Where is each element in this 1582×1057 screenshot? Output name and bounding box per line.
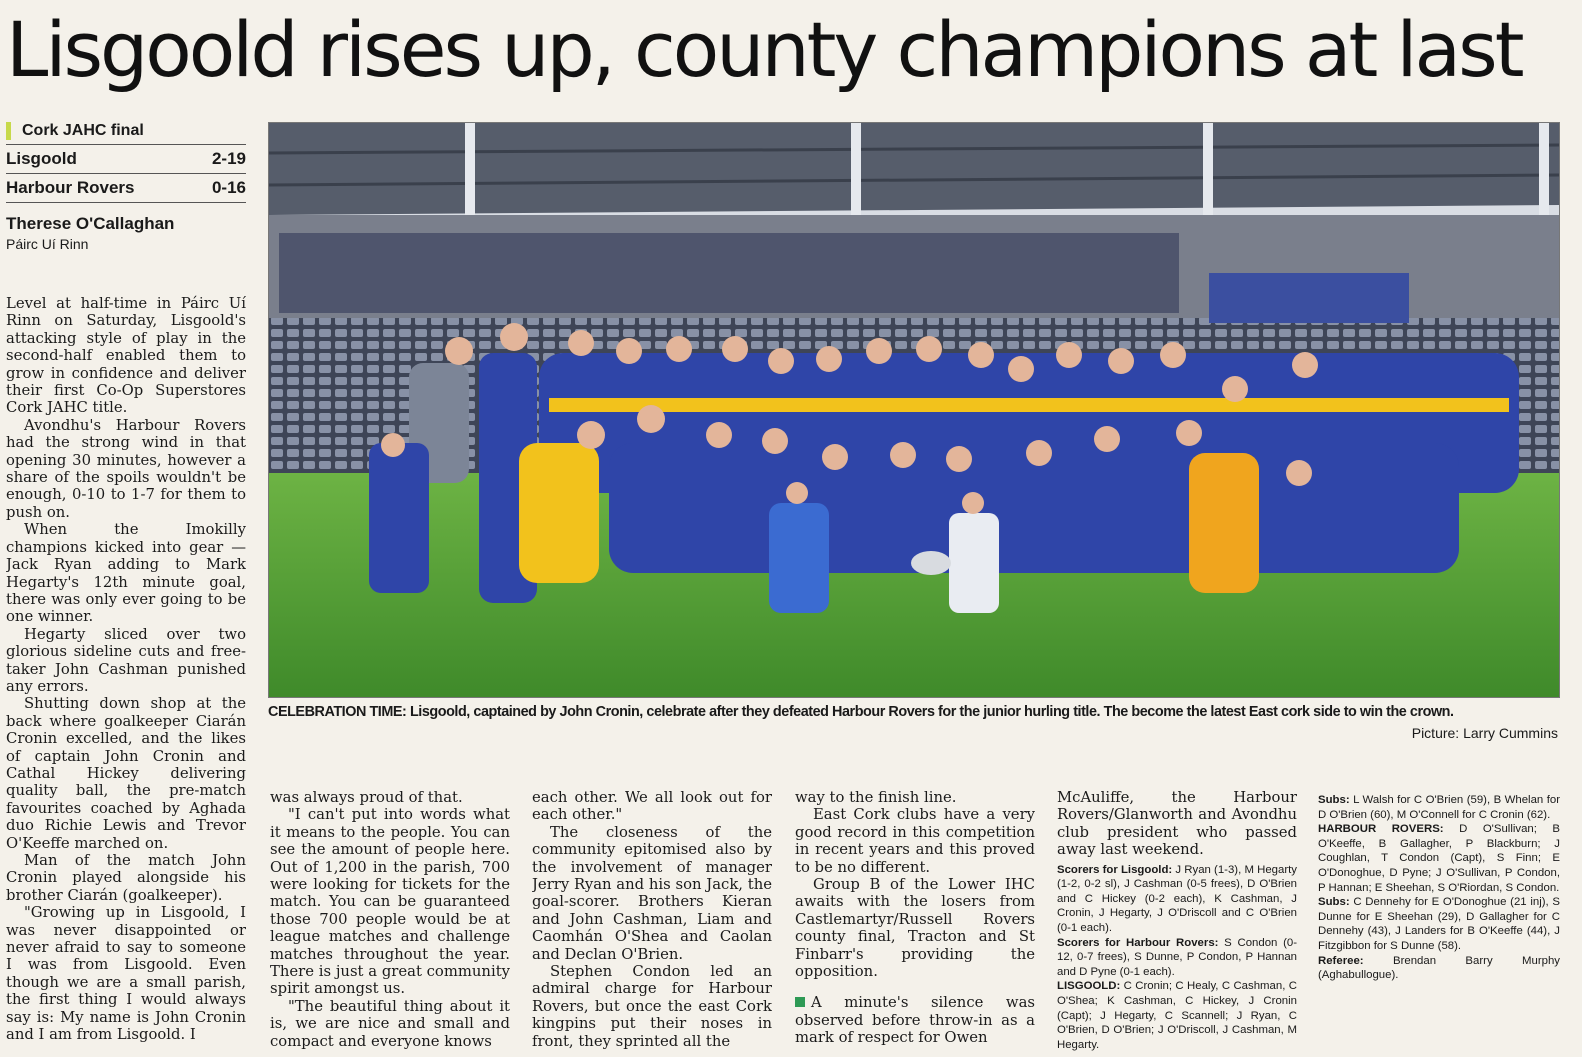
stats-label: Subs: (1318, 794, 1350, 806)
paragraph: each other. We all look out for each other." (532, 789, 772, 824)
paragraph: Man of the match John Cronin played alongside his brother Ciarán (goalkeeper). (6, 852, 246, 904)
paragraph: Stephen Condon led an admiral charge for Harbour Rovers, but once the east Cork kingpins put their noses in front, they sprinted all the (532, 963, 772, 1050)
team-name: Harbour Rovers (6, 178, 135, 197)
score-row (6, 145, 246, 174)
stats-text: D O'Sullivan; B O'Keeffe, B Gallagher, P Blackburn; J Coughlan, T Condon (Capt), S Finn; E O'Donoghue, D Pyne; J O'Sullivan, P Condon, P Hannan; E Sheehan, S O'Riordan, S Condon. (1318, 823, 1560, 894)
team-photo (268, 122, 1560, 698)
stats-text: S Condon (0-12, 0-7 frees), S Dunne, P Condon, P Hannan and D Pyne (0-1 each). (1057, 936, 1297, 978)
stats-label: Scorers for Lisgoold: (1057, 863, 1173, 876)
article-column-2 (270, 789, 510, 1057)
headline: Lisgoold rises up, county champions at last (6, 5, 1522, 94)
paragraph: Group B of the Lower IHC awaits with the losers from Castlemartyr/Russell Rovers county final, Tracton and St Finbarr's providing the opposition. (795, 876, 1035, 981)
byline (6, 212, 246, 252)
paragraph: Hegarty sliced over two glorious sideline cuts and free-taker John Cashman punished any errors. (6, 625, 246, 695)
stats-label: Referee: (1318, 954, 1364, 967)
score-row (6, 174, 246, 203)
stats-paragraph (1057, 979, 1297, 1052)
paragraph: East Cork clubs have a very good record in this competition in recent years and this proved to be no different. (795, 806, 1035, 876)
caption-lead: CELEBRATION TIME: (268, 704, 407, 720)
stats-label: Subs: (1318, 896, 1350, 909)
stats-paragraph (1318, 793, 1560, 822)
stats-text: J Ryan (1-3), M Hegarty (1-2, 0-2 sl), J Cashman (0-5 frees), D O'Brien and C Hickey (0-2 each), K Cashman, J Cronin, J Hegarty, J O'Driscoll and C O'Brien (0-1 each). (1057, 863, 1297, 934)
article-column-1 (6, 295, 246, 1055)
paragraph-text: A minute's silence was observed before throw-in as a mark of respect for Owen (795, 994, 1035, 1047)
stats-paragraph (1318, 895, 1560, 953)
scorebox (6, 118, 246, 203)
photo-credit: Picture: Larry Cummins (1411, 725, 1558, 741)
stats-label: HARBOUR ROVERS: (1318, 823, 1444, 836)
team-score: 2-19 (211, 149, 246, 168)
paragraph: The closeness of the community epitomised also by the involvement of manager Jerry Ryan and his son Jack, the goal-scorer. Brothers Kieran and John Cashman, Liam and Caomhán O'Shea and Caolan and Declan O'Brien. (532, 823, 772, 963)
stats-text: C Dennehy for E O'Donoghue (21 inj), S Dunne for E Sheehan (29), D Gallagher for C Dennehy (43), J Landers for B O'Keeffe (44), J Fitzgibbon for S Dunne (58). (1318, 896, 1560, 952)
venue: Páirc Uí Rinn (6, 236, 89, 252)
stats-text: L Walsh for C O'Brien (59), B Whelan for D O'Brien (60), M O'Connell for C Cronin (62). (1318, 794, 1560, 821)
paragraph: McAuliffe, the Harbour Rovers/Glanworth and Avondhu club president who passed away last weekend. (1057, 789, 1297, 859)
paragraph: Shutting down shop at the back where goalkeeper Ciarán Cronin excelled, and the likes of captain John Cronin and Cathal Hickey delivering quality ball, the pre-match favourites coached by Aghada duo Richie Lewis and Trevor O'Keeffe marched on. (6, 695, 246, 852)
team-name: Lisgoold (6, 149, 77, 168)
stats-paragraph (1057, 863, 1297, 936)
event-title: Cork JAHC final (6, 118, 246, 145)
paragraph: Level at half-time in Páirc Uí Rinn on Saturday, Lisgoold's attacking style of play in the second-half enabled them to grow in confidence and deliver their first Co-Op Superstores Cork JAHC title. (6, 295, 246, 417)
article-column-5 (1057, 789, 1297, 1057)
article-column-3 (532, 789, 772, 1057)
accent-bar (6, 122, 11, 140)
stats-paragraph (1318, 822, 1560, 895)
stats-label: Scorers for Harbour Rovers: (1057, 936, 1219, 949)
paragraph: was always proud of that. (270, 789, 463, 806)
paragraph: "I can't put into words what it means to the people. You can see the amount of people here. Out of 1,200 in the parish, 700 were looking for tickets for the match. You can be guaranteed those 700 people would be at league matches and challenge matches throughout the year. There is just a great community spirit amongst us. (270, 806, 510, 998)
article-column-4 (795, 789, 1035, 1057)
author-name: Therese O'Callaghan (6, 214, 175, 233)
paragraph: "The beautiful thing about it is, we are nice and small and compact and everyone knows (270, 997, 510, 1050)
team-photo-illustration (269, 123, 1559, 697)
paragraph: When the Imokilly champions kicked into gear — Jack Ryan adding to Mark Hegarty's 12th minute goal, there was only ever going to be one winner. (6, 521, 246, 626)
stats-paragraph (1318, 954, 1560, 983)
stats-text: Brendan Barry Murphy (Aghabullogue). (1318, 954, 1560, 982)
paragraph: Avondhu's Harbour Rovers had the strong wind in that opening 30 minutes, however a share of the spoils wouldn't be enough, 0-10 to 1-7 for them to push on. (6, 416, 246, 521)
article-column-6 (1318, 793, 1560, 1057)
stats-label: LISGOOLD: (1057, 980, 1121, 993)
bullet-square (795, 997, 805, 1007)
team-score: 0-16 (211, 178, 246, 197)
paragraph: "Growing up in Lisgoold, I was never disappointed or never afraid to say to someone I was from Lisgoold. Even though we are a small parish, the first thing I would always say is: My name is John Cronin and I am from Lisgoold. I (6, 904, 246, 1044)
stats-paragraph (1057, 936, 1297, 980)
paragraph: way to the finish line. (795, 789, 957, 806)
stats-text: C Cronin; C Healy, C Cashman, C O'Shea; K Cashman, C Hickey, J Cronin (Capt); J Hegarty, C Scannell; J Ryan, C O'Brien, D O'Brien; J O'Driscoll, J Cashman, M Hegarty. (1057, 980, 1297, 1051)
caption-text: Lisgoold, captained by John Cronin, celebrate after they defeated Harbour Rovers for the junior hurling title. The become the latest East cork side to win the crown. (409, 704, 1454, 720)
paragraph (795, 994, 1035, 1046)
photo-caption (268, 703, 1558, 722)
